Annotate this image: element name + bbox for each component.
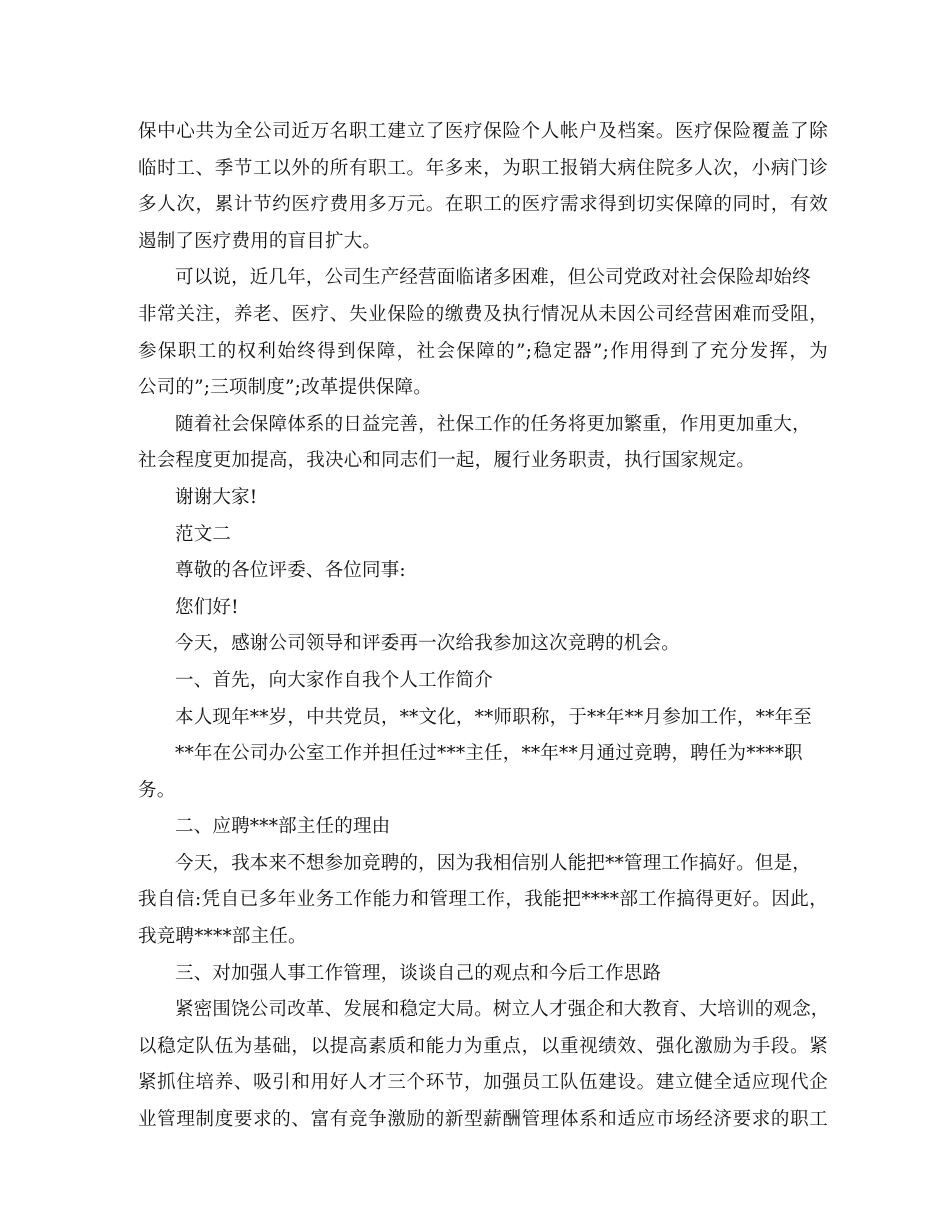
text-line: 遏制了医疗费用的盲目扩大。 [138,230,382,252]
section-heading: 三、对加强人事工作管理，谈谈自己的观点和今后工作思路 [175,962,662,984]
text-line: 本人现年**岁，中共党员，**文化，**师职称，于**年**月参加工作，**年至 [175,706,813,728]
text-line: 业管理制度要求的、富有竞争激励的新型薪酬管理体系和适应市场经济要求的职工 [138,1109,828,1131]
text-line: 随着社会保障体系的日益完善，社保工作的任务将更加繁重，作用更加重大， [175,413,811,435]
section-heading: 一、首先，向大家作自我个人工作简介 [175,669,493,691]
document-body [138,114,828,1139]
text-line: 我竞聘****部主任。 [138,926,307,948]
text-line: 多人次，累计节约医疗费用多万元。在职工的医疗需求得到切实保障的同时，有效 [138,194,828,216]
text-line: 谢谢大家! [175,486,258,508]
text-line: 紧密围饶公司改革、发展和稳定大局。树立人才强企和大教育、大培训的观念， [175,999,830,1021]
text-line: 我自信:凭自已多年业务工作能力和管理工作，我能把****部工作搞得更好。因此， [138,889,828,911]
section-heading: 范文二 [175,523,232,545]
text-line: 可以说，近几年，公司生产经营面临诸多困难，但公司党政对社会保险却始终 [175,267,811,289]
text-line: 务。 [138,779,176,801]
text-line: 以稳定队伍为基础，以提高素质和能力为重点，以重视绩效、强化激励为手段。紧 [138,1035,828,1057]
text-line: 社会程度更加提高，我决心和同志们一起，履行业务职责，执行国家规定。 [138,450,756,472]
text-line: 您们好! [175,596,239,618]
text-line: 今天，感谢公司领导和评委再一次给我参加这次竞聘的机会。 [175,633,680,655]
text-line: **年在公司办公室工作并担任过***主任，**年**月通过竞聘，聘任为****职 [175,743,803,765]
text-line: 尊敬的各位评委、各位同事: [175,560,406,582]
text-line: 参保职工的权利始终得到保障，社会保障的”;稳定器”;作用得到了充分发挥，为 [138,340,828,362]
text-line: 临时工、季节工以外的所有职工。年多来，为职工报销大病住院多人次，小病门诊 [138,157,828,179]
text-line: 保中心共为全公司近万名职工建立了医疗保险个人帐户及档案。医疗保险覆盖了除 [138,121,828,142]
text-line: 非常关注，养老、医疗、失业保险的缴费及执行情况从未因公司经营困难而受阻， [138,303,828,325]
text-line: 今天，我本来不想参加竞聘的，因为我相信别人能把**管理工作搞好。但是， [175,852,812,874]
section-heading: 二、应聘***部主任的理由 [175,816,391,838]
text-line: 紧抓住培养、吸引和用好人才三个环节，加强员工队伍建设。建立健全适应现代企 [138,1072,828,1094]
text-line: 公司的”;三项制度”;改革提供保障。 [138,377,432,399]
